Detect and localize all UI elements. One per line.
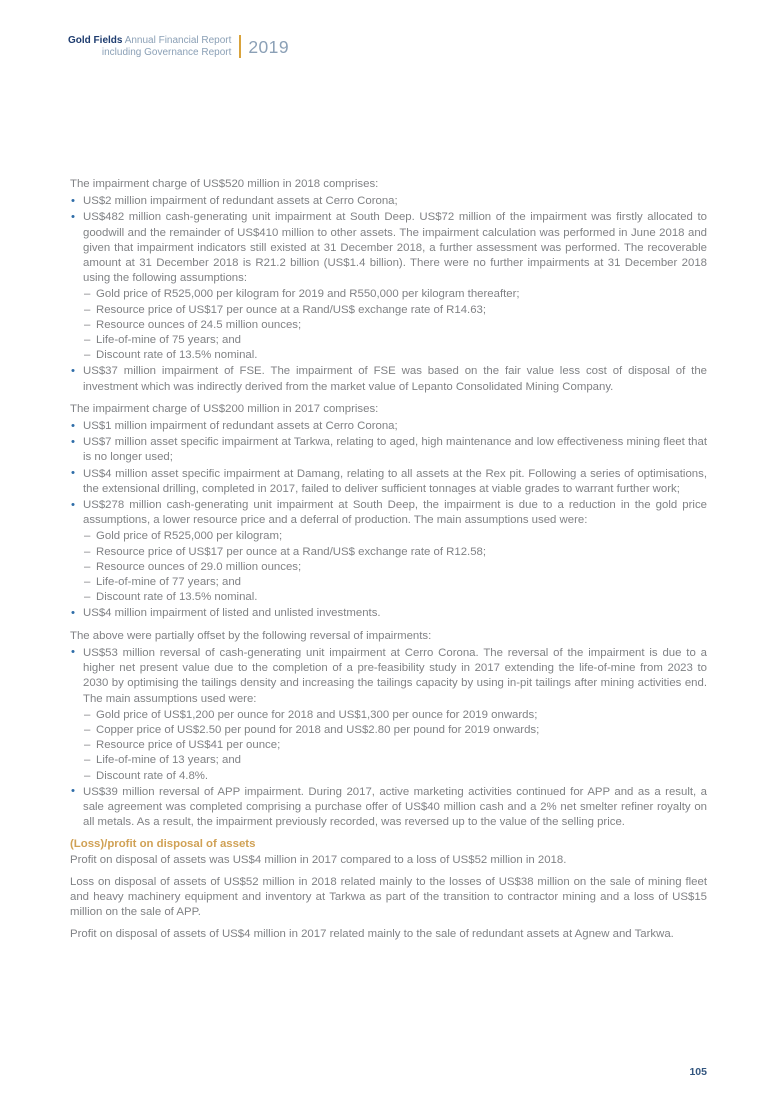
sub-bullet-item (84, 348, 707, 363)
sub-bullet-item (84, 708, 707, 723)
sub-bullet-list (84, 529, 707, 605)
header-divider-rule (239, 35, 241, 58)
dash-icon: – (84, 530, 91, 543)
report-title (68, 35, 231, 58)
sub-bullet-text: Gold price of R525,000 per kilogram; (96, 530, 283, 543)
brand-name: Gold Fields (68, 35, 123, 46)
dash-icon: – (84, 708, 91, 721)
sub-bullet-text: Resource price of US$17 per ounce at a Rand/US$ exchange rate of R14.63; (96, 303, 487, 316)
report-header (68, 35, 289, 58)
sub-bullet-text: Copper price of US$2.50 per pound for 2018 and US$2.80 per pound for 2019 onwards; (96, 723, 540, 736)
bullet-item (70, 498, 707, 605)
sub-bullet-text: Resource ounces of 29.0 million ounces; (96, 560, 302, 573)
sub-bullet-text: Discount rate of 4.8%. (96, 769, 209, 782)
dash-icon: – (84, 318, 91, 331)
bullet-icon: • (71, 210, 75, 223)
paragraph: Profit on disposal of assets of US$4 million in 2017 related mainly to the sale of redundant assets at Agnew and Tarkwa. (70, 928, 674, 941)
dash-icon: – (84, 591, 91, 604)
page-content (70, 177, 707, 950)
bullet-text: US$7 million asset specific impairment at Tarkwa, relating to aged, high maintenance and low effectiveness mining fleet that is no longer used; (83, 436, 707, 464)
bullet-list (70, 419, 707, 622)
paragraph: The impairment charge of US$200 million in 2017 comprises: (70, 402, 379, 415)
report-subtitle-1: Annual Financial Report (124, 35, 232, 46)
bullet-icon: • (71, 435, 75, 448)
bullet-text: US$1 million impairment of redundant assets at Cerro Corona; (83, 420, 398, 433)
bullet-item (70, 210, 707, 363)
bullet-item (70, 364, 707, 394)
report-year: 2019 (248, 37, 289, 57)
sub-bullet-item (84, 723, 707, 738)
sub-bullet-item (84, 560, 707, 575)
bullet-text: US$278 million cash-generating unit impairment at South Deep, the impairment is due to a reduction in the gold price assumptions, a lower resource price and a deferral of production. The main assumptions used were: (83, 499, 707, 527)
sub-bullet-list (84, 287, 707, 363)
dash-icon: – (84, 303, 91, 316)
sub-bullet-text: Life-of-mine of 13 years; and (96, 754, 241, 767)
bullet-text: US$4 million asset specific impairment at Damang, relating to all assets at the Rex pit. Following a series of optimisations, the extensional drilling, completed in 2017, failed to deliver sufficient tonnages at viable grades to warrant further work; (83, 467, 707, 495)
bullet-icon: • (71, 606, 75, 619)
sub-bullet-item (84, 318, 707, 333)
bullet-item (70, 606, 707, 621)
paragraph: Loss on disposal of assets of US$52 million in 2018 related mainly to the losses of US$38 million on the sale of mining fleet and heavy machinery equipment and inventory at Tarkwa as part of the transition to contractor mining and a loss of US$15 million on the sale of APP. (70, 875, 707, 919)
bullet-item (70, 646, 707, 784)
sub-bullet-text: Resource price of US$41 per ounce; (96, 739, 281, 752)
sub-bullet-item (84, 769, 707, 784)
sub-bullet-item (84, 753, 707, 768)
bullet-item (70, 467, 707, 497)
bullet-text: US$482 million cash-generating unit impairment at South Deep. US$72 million of the impairment was firstly allocated to goodwill and the remainder of US$410 million to other assets. The impairment calculation was performed in June 2018 and given that impairment indicators still existed at 31 December 2018, a further assessment was performed. The recoverable amount at 31 December 2018 is R21.2 billion (US$1.4 billion). There were no further impairments at 31 December 2018 using the following assumptions: (83, 211, 707, 285)
bullet-item (70, 419, 707, 434)
dash-icon: – (84, 349, 91, 362)
dash-icon: – (84, 576, 91, 589)
bullet-text: US$2 million impairment of redundant assets at Cerro Corona; (83, 195, 398, 208)
sub-bullet-item (84, 529, 707, 544)
bullet-item (70, 785, 707, 831)
sub-bullet-text: Gold price of US$1,200 per ounce for 2018 and US$1,300 per ounce for 2019 onwards; (96, 708, 538, 721)
sub-bullet-text: Discount rate of 13.5% nominal. (96, 591, 258, 604)
sub-bullet-text: Discount rate of 13.5% nominal. (96, 349, 258, 362)
bullet-icon: • (71, 364, 75, 377)
sub-bullet-text: Resource price of US$17 per ounce at a Rand/US$ exchange rate of R12.58; (96, 545, 487, 558)
dash-icon: – (84, 288, 91, 301)
sub-bullet-text: Gold price of R525,000 per kilogram for 2019 and R550,000 per kilogram thereafter; (96, 288, 520, 301)
bullet-list (70, 646, 707, 830)
bullet-icon: • (71, 467, 75, 480)
sub-bullet-item (84, 287, 707, 302)
bullet-item (70, 435, 707, 465)
section-heading: (Loss)/profit on disposal of assets (70, 838, 256, 851)
paragraph: The above were partially offset by the following reversal of impairments: (70, 629, 432, 642)
dash-icon: – (84, 723, 91, 736)
page-number: 105 (689, 1066, 707, 1078)
paragraph: Profit on disposal of assets was US$4 million in 2017 compared to a loss of US$52 million in 2018. (70, 853, 567, 866)
bullet-icon: • (71, 785, 75, 798)
bullet-icon: • (71, 194, 75, 207)
sub-bullet-item (84, 738, 707, 753)
dash-icon: – (84, 560, 91, 573)
dash-icon: – (84, 769, 91, 782)
sub-bullet-item (84, 575, 707, 590)
bullet-text: US$53 million reversal of cash-generating unit impairment at Cerro Corona. The reversal of the impairment is due to a higher net present value due to the completion of a pre-feasibility study in 2017 extending the life-of-mine from 2023 to 2030 by optimising the tailings density and increasing the tailings capacity by using in-pit tailings after mining activities end. The main assumptions used were: (83, 646, 707, 705)
sub-bullet-item (84, 590, 707, 605)
sub-bullet-list (84, 708, 707, 784)
dash-icon: – (84, 754, 91, 767)
bullet-item (70, 194, 707, 209)
page-footer (70, 1062, 707, 1080)
bullet-icon: • (71, 498, 75, 511)
sub-bullet-text: Life-of-mine of 75 years; and (96, 334, 241, 347)
bullet-text: US$39 million reversal of APP impairment. During 2017, active marketing activities continued for APP and as a result, a sale agreement was completed comprising a purchase offer of US$40 million cash and a 2% net smelter refiner royalty on all metals. As a result, the impairment previously recorded, was reversed up to the value of the selling price. (83, 785, 707, 829)
bullet-icon: • (71, 646, 75, 659)
dash-icon: – (84, 739, 91, 752)
sub-bullet-item (84, 303, 707, 318)
paragraph: The impairment charge of US$520 million in 2018 comprises: (70, 178, 379, 190)
bullet-list (70, 194, 707, 395)
report-title-line1 (68, 35, 231, 47)
sub-bullet-item (84, 333, 707, 348)
report-subtitle-2: including Governance Report (101, 46, 232, 58)
dash-icon: – (84, 545, 91, 558)
sub-bullet-text: Resource ounces of 24.5 million ounces; (96, 318, 302, 331)
bullet-text: US$37 million impairment of FSE. The impairment of FSE was based on the fair value less cost of disposal of the investment which was indirectly derived from the market value of Lepanto Consolidated Mining Company. (83, 365, 707, 393)
bullet-text: US$4 million impairment of listed and unlisted investments. (83, 607, 381, 620)
bullet-icon: • (71, 419, 75, 432)
dash-icon: – (84, 334, 91, 347)
sub-bullet-text: Life-of-mine of 77 years; and (96, 576, 241, 589)
sub-bullet-item (84, 545, 707, 560)
